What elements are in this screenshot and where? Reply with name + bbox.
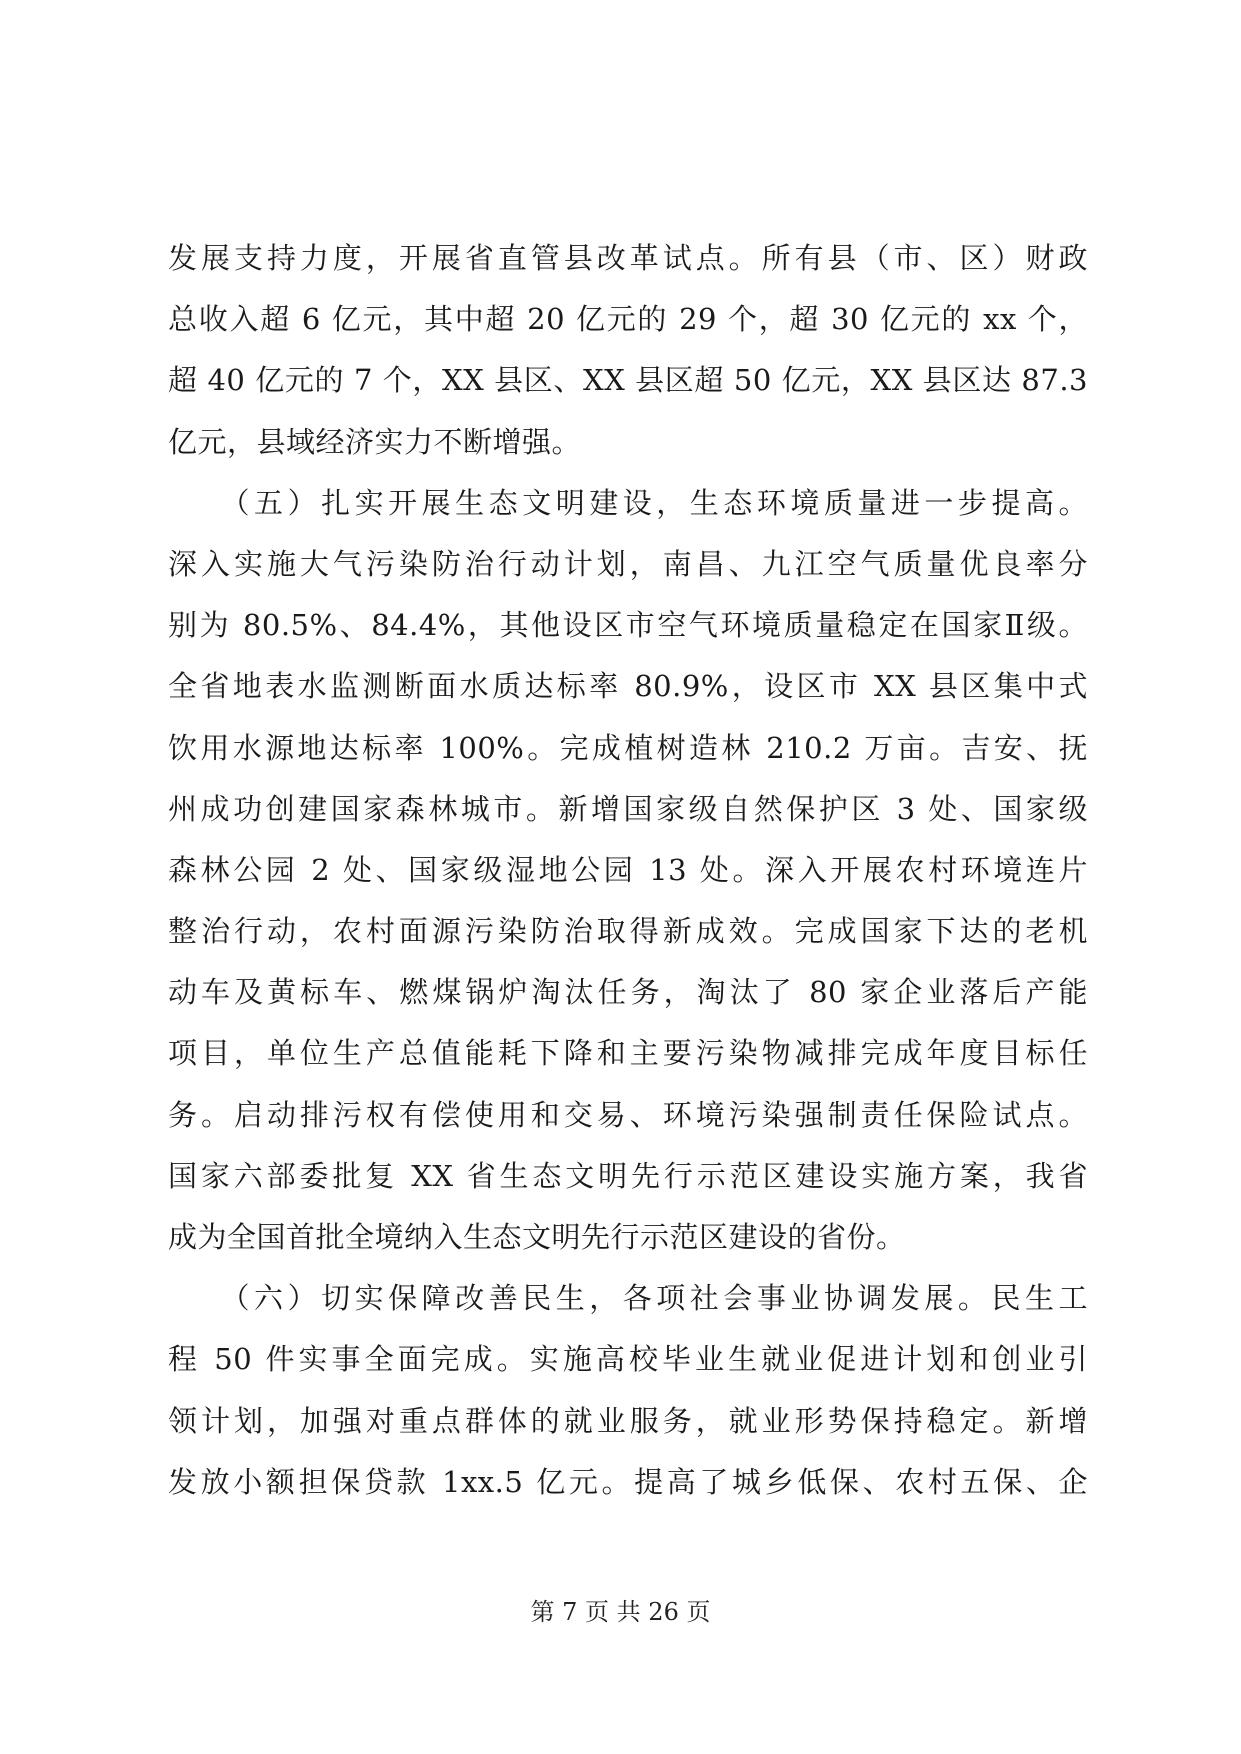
text-line: 全省地表水监测断面水质达标率 80.9%，设区市 XX 县区集中式: [168, 669, 1088, 704]
text-line: 领计划，加强对重点群体的就业服务，就业形势保持稳定。新增: [168, 1403, 1088, 1438]
section-heading-line: （五）扎实开展生态文明建设，生态环境质量进一步提高。: [168, 485, 1088, 520]
text-line: 国家六部委批复 XX 省生态文明先行示范区建设实施方案，我省: [168, 1158, 1088, 1193]
page-number-footer: 第 7 页 共 26 页: [530, 1598, 711, 1626]
text-line: 务。启动排污权有偿使用和交易、环境污染强制责任保险试点。: [168, 1097, 1088, 1132]
section-heading-line: （六）切实保障改善民生，各项社会事业协调发展。民生工: [168, 1281, 1088, 1316]
text-line: 项目，单位生产总值能耗下降和主要污染物减排完成年度目标任: [168, 1036, 1088, 1071]
text-line: 发放小额担保贷款 1xx.5 亿元。提高了城乡低保、农村五保、企: [168, 1464, 1088, 1499]
text-line: 程 50 件实事全面完成。实施高校毕业生就业促进计划和创业引: [168, 1342, 1088, 1377]
text-line: 总收入超 6 亿元，其中超 20 亿元的 29 个，超 30 亿元的 xx 个，: [168, 302, 1088, 337]
body-text: [168, 228, 1088, 1513]
text-line: 发展支持力度，开展省直管县改革试点。所有县（市、区）财政: [168, 241, 1088, 275]
text-line: 森林公园 2 处、国家级湿地公园 13 处。深入开展农村环境连片: [168, 852, 1088, 887]
text-line: 别为 80.5%、84.4%，其他设区市空气环境质量稳定在国家Ⅱ级。: [168, 608, 1088, 643]
text-line: 饮用水源地达标率 100%。完成植树造林 210.2 万亩。吉安、抚: [168, 730, 1088, 765]
text-line: 整治行动，农村面源污染防治取得新成效。完成国家下达的老机: [168, 914, 1088, 949]
text-line: 深入实施大气污染防治行动计划，南昌、九江空气质量优良率分: [168, 546, 1088, 581]
text-line: 超 40 亿元的 7 个，XX 县区、XX 县区超 50 亿元，XX 县区达 87.3: [168, 363, 1088, 398]
text-line: 成为全国首批全境纳入生态文明先行示范区建设的省份。: [168, 1220, 906, 1254]
text-line: 州成功创建国家森林城市。新增国家级自然保护区 3 处、国家级: [168, 791, 1088, 826]
text-line: 亿元，县域经济实力不断增强。: [168, 424, 582, 459]
text-line: 动车及黄标车、燃煤锅炉淘汰任务，淘汰了 80 家企业落后产能: [168, 975, 1088, 1010]
